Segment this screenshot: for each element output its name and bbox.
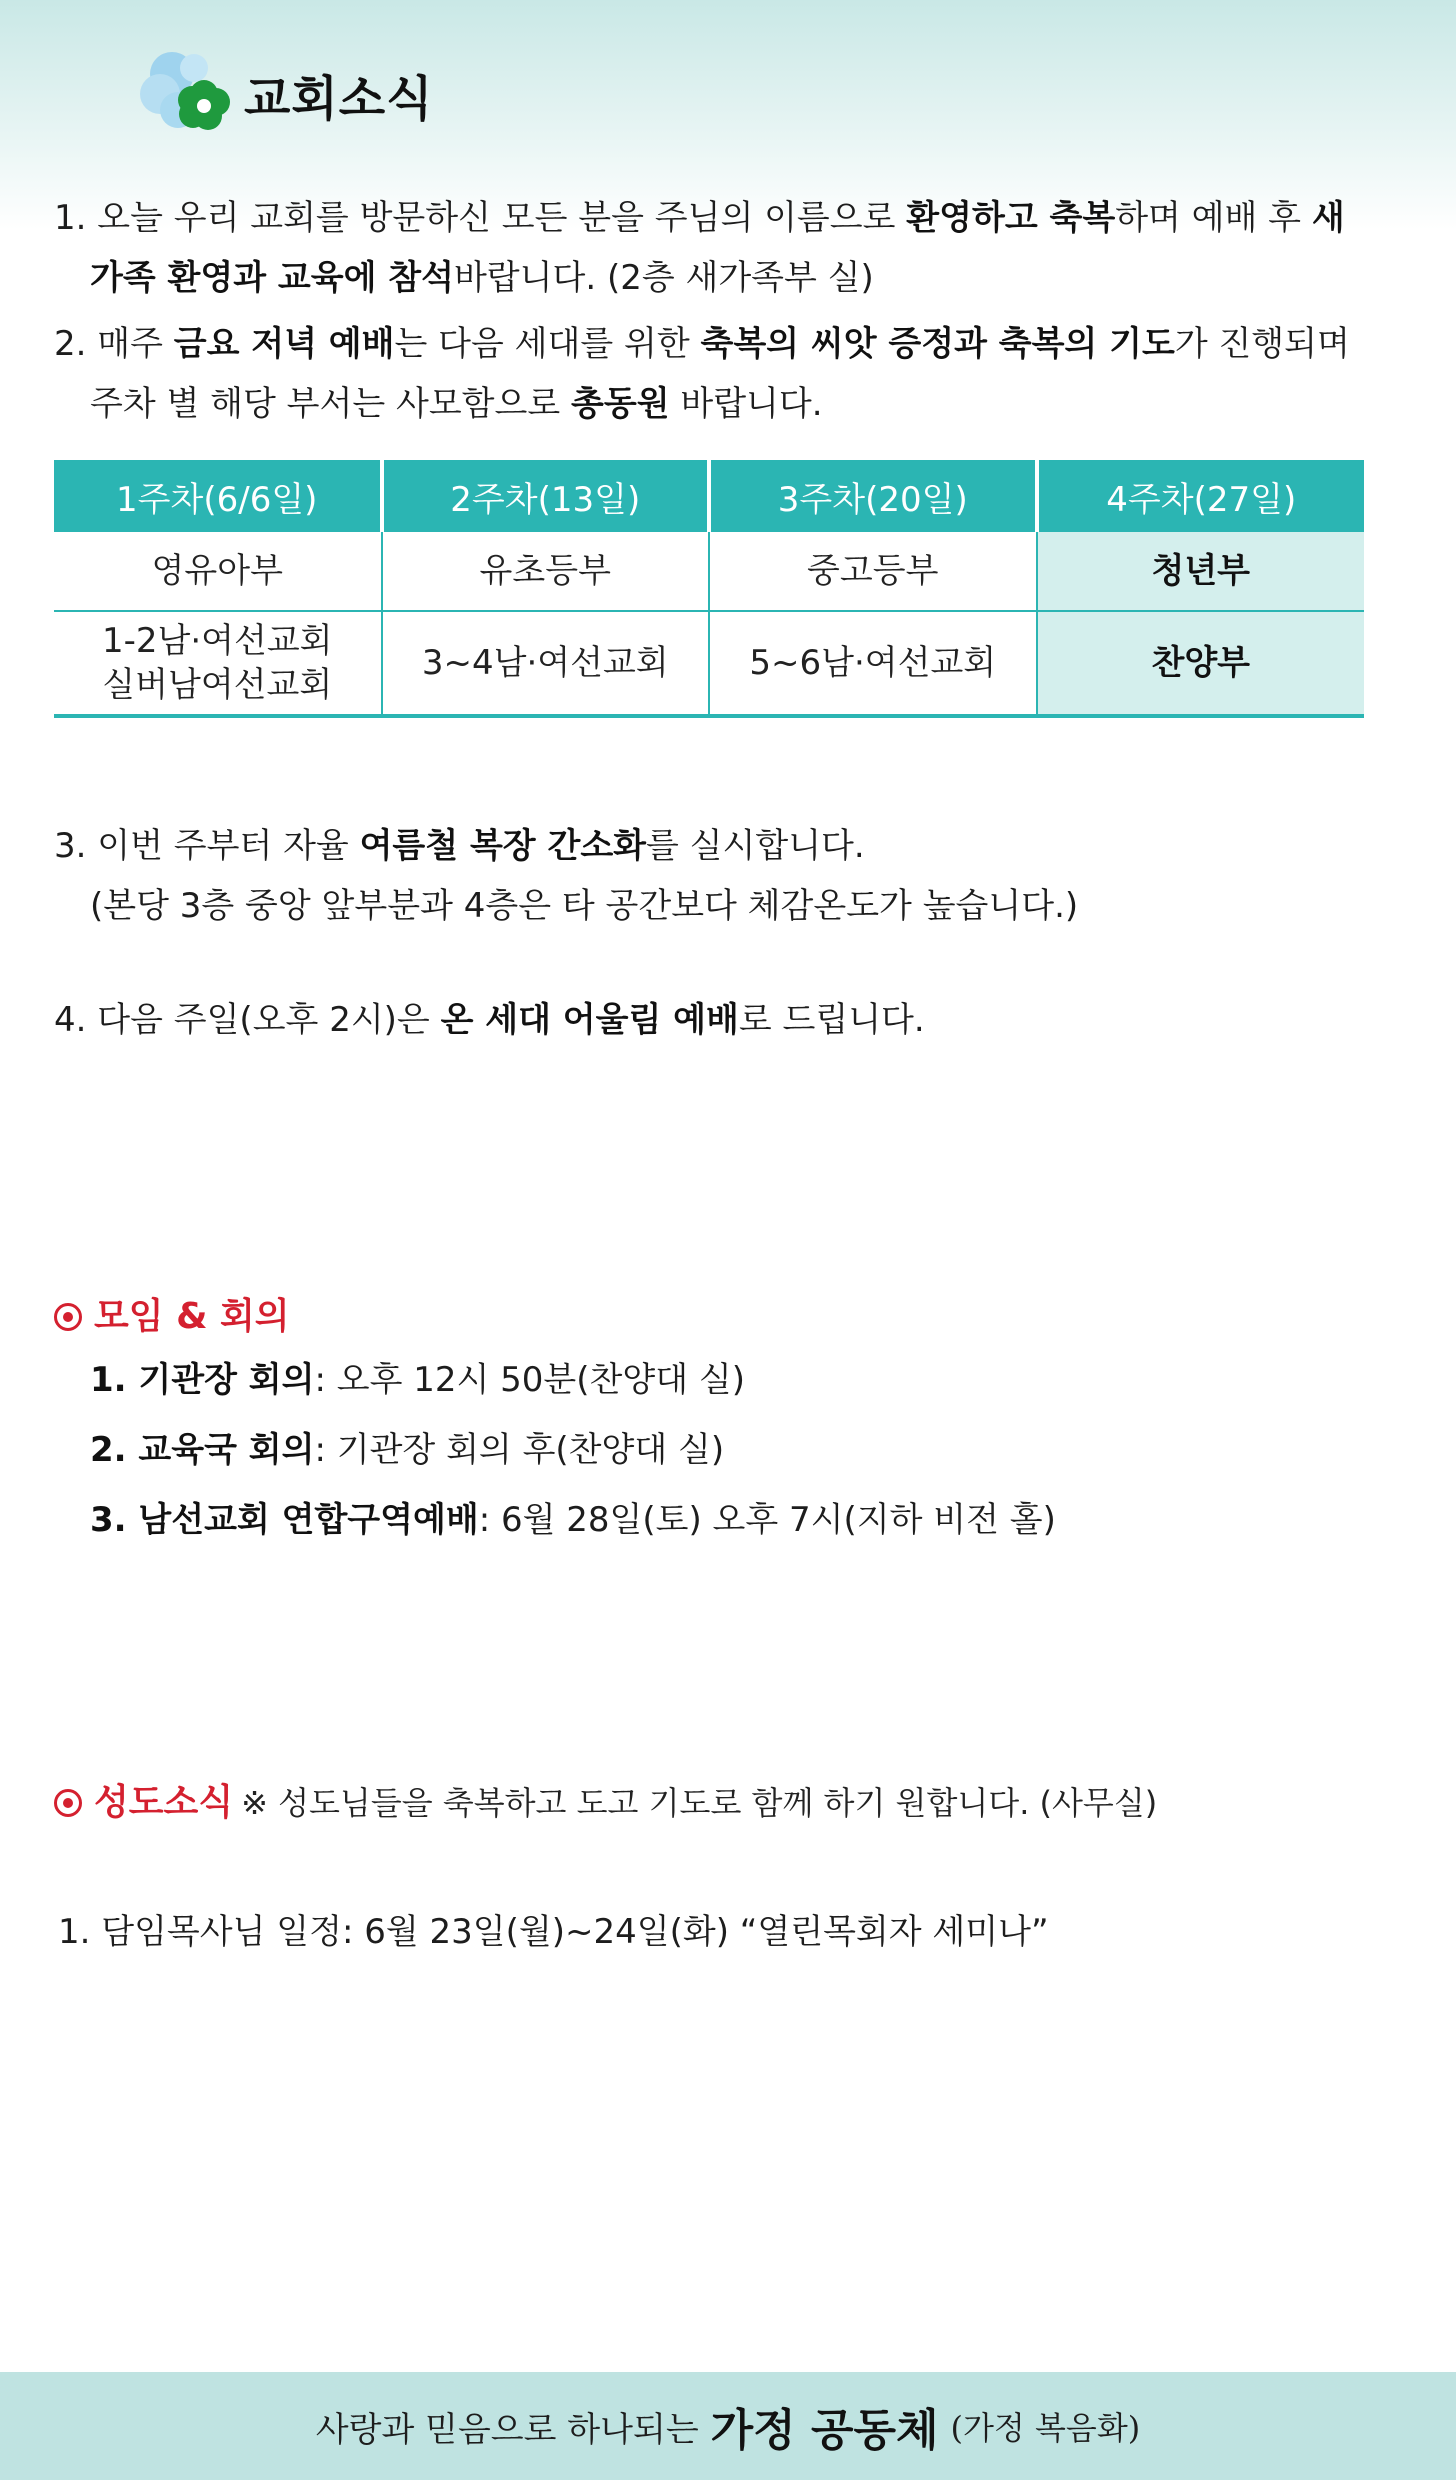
- table-header-cell: 3주차(20일): [709, 460, 1037, 532]
- meeting-detail: : 오후 12시 50분(찬양대 실): [314, 1360, 745, 1400]
- notice-text: 2. 매주: [54, 324, 174, 364]
- meeting-label: 1. 기관장 회의: [90, 1360, 315, 1400]
- notice-text: 로 드립니다.: [738, 1000, 925, 1040]
- notice-2: [54, 314, 1384, 434]
- notice-text: 바랍니다.: [669, 384, 823, 424]
- notice-emphasis: 금요 저녁 예배: [173, 324, 395, 364]
- notice-emphasis: 환영하고 축복: [906, 198, 1116, 238]
- notice-1: [54, 188, 1384, 308]
- meeting-item: [90, 1352, 745, 1401]
- page-title: 교회소식: [244, 70, 434, 127]
- table-cell-highlight: 청년부: [1037, 532, 1365, 611]
- notice-continuation: [54, 374, 1384, 434]
- notice-continuation: (본당 3층 중앙 앞부분과 4층은 타 공간보다 체감온도가 높습니다.): [90, 886, 1079, 926]
- table-cell-line: 실버남여선교회: [102, 665, 333, 705]
- notice-text: 바랍니다. (2층 새가족부 실): [453, 258, 874, 298]
- table-cell: [54, 611, 382, 716]
- table-cell: 중고등부: [709, 532, 1037, 611]
- table-cell: 유초등부: [382, 532, 710, 611]
- notice-text: 3. 이번 주부터 자율: [54, 826, 360, 866]
- notice-emphasis: 여름철 복장 간소화: [359, 826, 647, 866]
- notice-emphasis: 총동원: [571, 384, 670, 424]
- footer-subtext: (가정 복음화): [950, 2409, 1141, 2447]
- meeting-label: 2. 교육국 회의: [90, 1430, 315, 1470]
- meeting-detail: : 6월 28일(토) 오후 7시(지하 비전 홀): [478, 1500, 1056, 1540]
- notice-text: 주차 별 해당 부서는 사모함으로: [90, 384, 572, 424]
- notice-text: 는 다음 세대를 위한: [394, 324, 701, 364]
- notice-emphasis: 온 세대 어울림 예배: [440, 1000, 739, 1040]
- table-header-row: [54, 460, 1364, 532]
- table-cell: 영유아부: [54, 532, 382, 611]
- notice-text: 하며 예배 후: [1115, 198, 1312, 238]
- notice-3: [54, 816, 1384, 936]
- table-header-cell: 2주차(13일): [382, 460, 710, 532]
- meeting-item: [90, 1422, 724, 1471]
- page-header: [138, 44, 433, 144]
- table-header-cell: 4주차(27일): [1037, 460, 1365, 532]
- notice-emphasis: 가족 환영과 교육에 참석: [90, 258, 454, 298]
- section-title: 모임 & 회의: [94, 1296, 290, 1337]
- notice-text: 가 진행되며: [1174, 324, 1350, 364]
- notice-text: 4. 다음 주일(오후 2시)은: [54, 1000, 441, 1040]
- notice-text: 를 실시합니다.: [646, 826, 865, 866]
- weekly-schedule-table: [54, 460, 1364, 718]
- flower-icon: [138, 44, 238, 144]
- notice-text: 1. 오늘 우리 교회를 방문하신 모든 분을 주님의 이름으로: [54, 198, 907, 238]
- meeting-detail: : 기관장 회의 후(찬양대 실): [314, 1430, 725, 1470]
- table-row: [54, 532, 1364, 611]
- notice-emphasis: 축복의 씨앗 증정과 축복의 기도: [700, 324, 1175, 364]
- table-cell: 3~4남·여선교회: [382, 611, 710, 716]
- notice-emphasis: 새: [1311, 198, 1345, 238]
- section-title: 성도소식: [94, 1782, 234, 1823]
- target-bullet-icon: [54, 1789, 82, 1817]
- footer-text: 사랑과 믿음으로 하나되는: [315, 2409, 699, 2450]
- section-note: ※ 성도님들을 축복하고 도고 기도로 함께 하기 원합니다. (사무실): [241, 1784, 1158, 1822]
- table-row: [54, 611, 1364, 716]
- meeting-item: [90, 1492, 1056, 1541]
- table-header-cell: 1주차(6/6일): [54, 460, 382, 532]
- meetings-section-heading: [54, 1288, 290, 1339]
- member-news-item: 1. 담임목사님 일정: 6월 23일(월)~24일(화) “열린목회자 세미나”: [58, 1912, 1049, 1952]
- table-cell: 5~6남·여선교회: [709, 611, 1037, 716]
- footer-banner: [0, 2372, 1456, 2480]
- notice-4: [54, 990, 1384, 1050]
- notice-continuation: [54, 248, 1384, 308]
- footer-emphasis: 가정 공동체: [710, 2405, 939, 2456]
- meeting-label: 3. 남선교회 연합구역예배: [90, 1500, 479, 1540]
- table-cell-highlight: 찬양부: [1037, 611, 1365, 716]
- target-bullet-icon: [54, 1303, 82, 1331]
- table-cell-line: 1-2남·여선교회: [101, 621, 333, 661]
- members-section-heading: [54, 1774, 1157, 1825]
